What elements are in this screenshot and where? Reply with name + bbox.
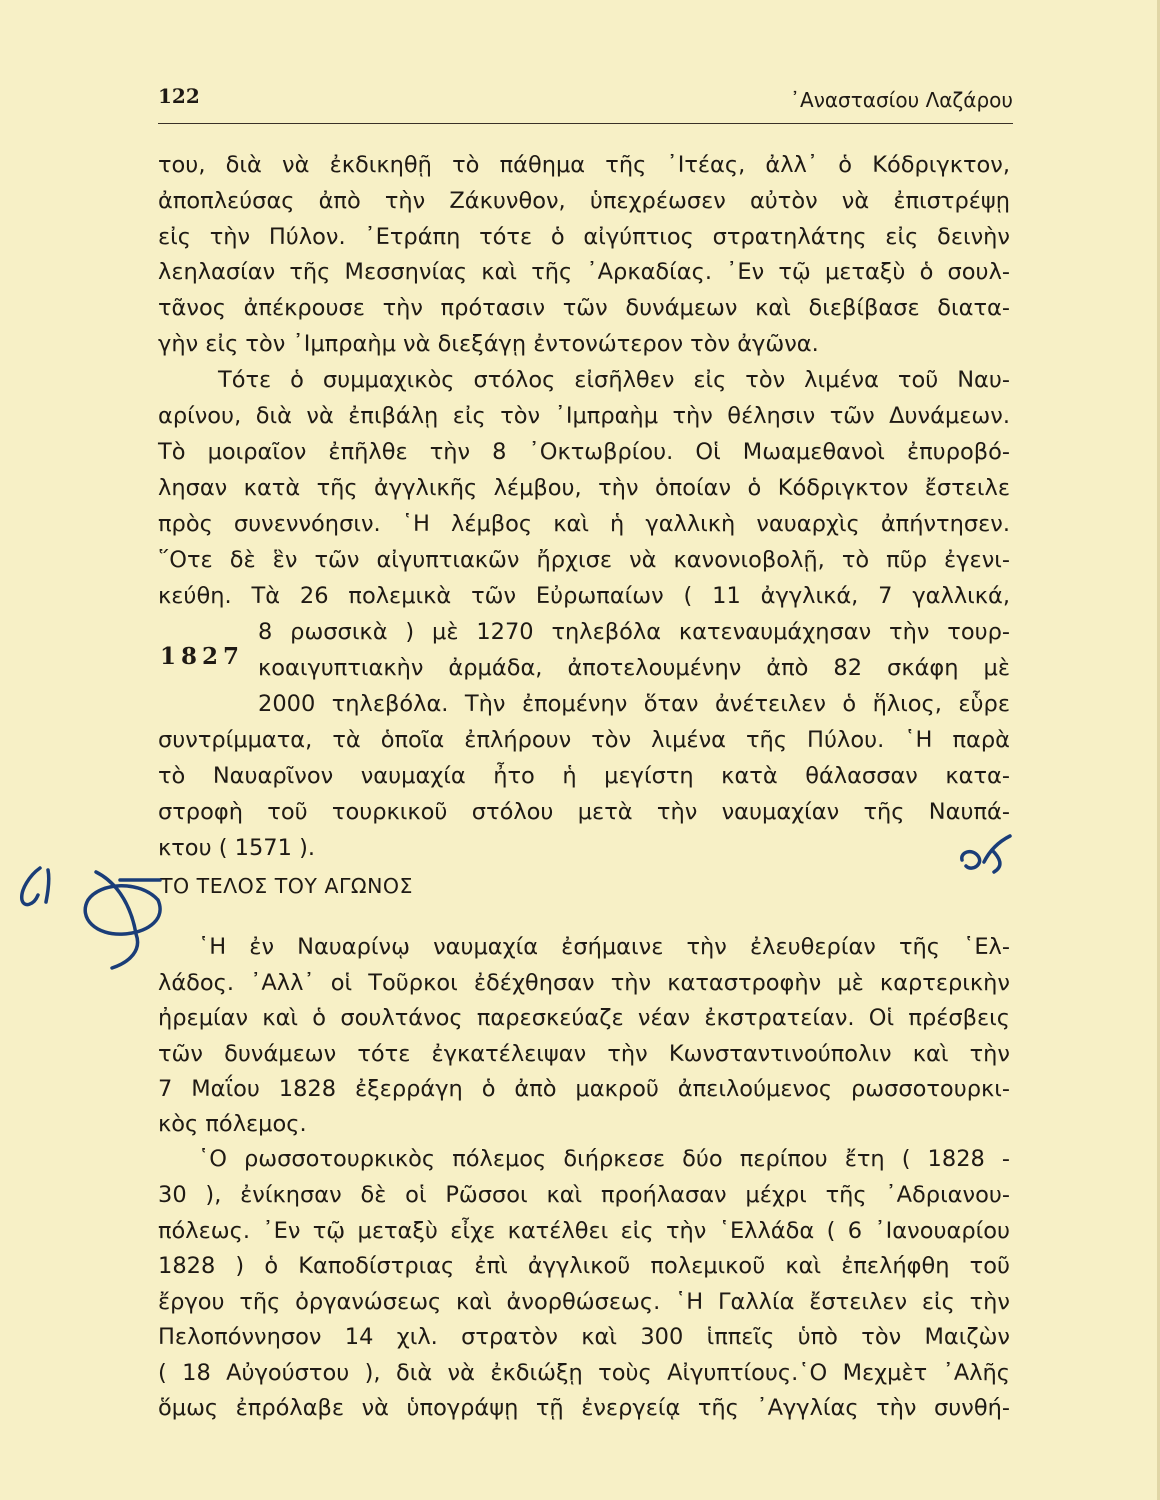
text-line: τῶν δυνάμεων τότε ἐγκατέλειψαν τὴν Κωνσταντινούπολιν καὶ τὴν <box>158 1041 1010 1067</box>
text-line: κοαιγυπτιακὴν ἀρμάδα, ἀποτελουμένην ἀπὸ 82 σκάφη μὲ <box>258 655 1010 681</box>
header-rule <box>158 123 1013 124</box>
arrow-stroke-icon <box>96 872 138 968</box>
text-line: 30 ), ἐνίκησαν δὲ οἱ Ρῶσσοι καὶ προήλασαν μέχρι τῆς ᾿Αδριανου- <box>158 1182 1010 1208</box>
text-line: 1828 ) ὁ Καποδίστριας ἐπὶ ἀγγλικοῦ πολεμικοῦ καὶ ἐπελήφθη τοῦ <box>158 1253 1010 1279</box>
text-line: Πελοπόννησον 14 χιλ. στρατὸν καὶ 300 ἱππεῖς ὑπὸ τὸν Μαιζὼν <box>158 1324 1010 1350</box>
text-line: λησαν κατὰ τῆς ἀγγλικῆς λέμβου, τὴν ὁποίαν ὁ Κόδριγκτον ἔστειλε <box>158 475 1010 501</box>
text-line: πόλεως. ᾿Εν τῷ μεταξὺ εἶχε κατέλθει εἰς τὴν ῾Ελλάδα ( 6 ᾿Ιανουαρίου <box>158 1218 1010 1244</box>
text-line: του, διὰ νὰ ἐκδικηθῇ τὸ πάθημα τῆς ᾿Ιτέας, ἀλλ᾿ ὁ Κόδριγκτον, <box>158 152 1010 178</box>
text-line: 8 ρωσσικὰ ) μὲ 1270 τηλεβόλα κατεναυμάχησαν τὴν τουρ- <box>258 619 1010 645</box>
text-line: Τότε ὁ συμμαχικὸς στόλος εἰσῆλθεν εἰς τὸν λιμένα τοῦ Ναυ- <box>218 367 1010 393</box>
margin-year-note: 1827 <box>160 643 245 670</box>
text-line: κεύθη. Τὰ 26 πολεμικὰ τῶν Εὐρωπαίων ( 11 ἀγγλικά, 7 γαλλικά, <box>158 583 1010 609</box>
margin-squiggle-icon <box>22 868 40 905</box>
text-line: εἰς τὴν Πύλον. ᾿Ετράπη τότε ὁ αἰγύπτιος στρατηλάτης εἰς δεινὴν <box>158 224 1010 250</box>
text-line: ῾Η ἐν Ναυαρίνῳ ναυμαχία ἐσήμαινε τὴν ἐλευθερίαν τῆς ῾Ελ- <box>198 934 1010 960</box>
margin-stroke-icon <box>46 870 49 902</box>
running-head: ᾿Αναστασίου Λαζάρου <box>790 88 1013 112</box>
text-line: ἀποπλεύσας ἀπὸ τὴν Ζάκυνθον, ὑπεχρέωσεν αὐτὸν νὰ ἐπιστρέψῃ <box>158 188 1010 214</box>
page-number: 122 <box>158 84 200 108</box>
text-line: ἔργου τῆς ὀργανώσεως καὶ ἀνορθώσεως. ῾Η Γαλλία ἔστειλεν εἰς τὴν <box>158 1289 1010 1315</box>
text-line: στροφὴ τοῦ τουρκικοῦ στόλου μετὰ τὴν ναυμαχίαν τῆς Ναυπά- <box>158 799 1010 825</box>
text-line: λάδος. ᾿Αλλ᾿ οἱ Τοῦρκοι ἐδέχθησαν τὴν καταστροφὴν μὲ καρτερικὴν <box>158 970 1010 996</box>
page-header <box>158 84 1013 114</box>
text-line: ( 18 Αὐγούστου ), διὰ νὰ ἐκδιώξῃ τοὺς Αἰγυπτίους.῾Ο Μεχμὲτ ᾿Αλῆς <box>158 1360 1010 1386</box>
text-line: γὴν εἰς τὸν ᾿Ιμπραὴμ νὰ διεξάγῃ ἐντονώτερον τὸν ἀγῶνα. <box>158 331 819 357</box>
text-line: ῞Οτε δὲ ἓν τῶν αἰγυπτιακῶν ἤρχισε νὰ κανονιοβολῇ, τὸ πῦρ ἐγενι- <box>158 547 1010 573</box>
text-line: συντρίμματα, τὰ ὁποῖα ἐπλήρουν τὸν λιμένα τῆς Πύλου. ῾Η παρὰ <box>158 727 1010 753</box>
text-line: τᾶνος ἀπέκρουσε τὴν πρότασιν τῶν δυνάμεων καὶ διεβίβασε διατα- <box>158 295 1010 321</box>
text-line: πρὸς συνεννόησιν. ῾Η λέμβος καὶ ἡ γαλλικὴ ναυαρχὶς ἀπήντησεν. <box>158 511 1010 537</box>
section-heading: ΤΟ ΤΕΛΟΣ ΤΟΥ ΑΓΩΝΟΣ <box>160 874 414 898</box>
text-line: κτου ( 1571 ). <box>158 835 316 861</box>
text-line: 2000 τηλεβόλα. Τὴν ἐπομένην ὅταν ἀνέτειλεν ὁ ἥλιος, εὗρε <box>258 691 1010 717</box>
text-line: λεηλασίαν τῆς Μεσσηνίας καὶ τῆς ᾿Αρκαδίας. ᾿Εν τῷ μεταξὺ ὁ σουλ- <box>158 259 1010 285</box>
text-line: κὸς πόλεμος. <box>158 1111 307 1137</box>
text-line: τὸ Ναυαρῖνον ναυμαχία ἦτο ἡ μεγίστη κατὰ θάλασσαν κατα- <box>158 763 1010 789</box>
circle-mark-icon <box>85 886 160 934</box>
text-line: 7 Μαΐου 1828 ἐξερράγη ὁ ἀπὸ μακροῦ ἀπειλούμενος ρωσσοτουρκι- <box>158 1076 1010 1102</box>
text-line: Τὸ μοιραῖον ἐπῆλθε τὴν 8 ᾿Οκτωβρίου. Οἱ Μωαμεθανοὶ ἐπυροβό- <box>158 439 1010 465</box>
text-line: ῾Ο ρωσσοτουρκικὸς πόλεμος διήρκεσε δύο περίπου ἔτη ( 1828 - <box>198 1146 1010 1172</box>
text-line: ἠρεμίαν καὶ ὁ σουλτάνος παρεσκεύαζε νέαν ἐκστρατείαν. Οἱ πρέσβεις <box>158 1005 1010 1031</box>
text-line: αρίνου, διὰ νὰ ἐπιβάλῃ εἰς τὸν ᾿Ιμπραὴμ τὴν θέλησιν τῶν Δυνάμεων. <box>158 403 1010 429</box>
text-line: ὅμως ἐπρόλαβε νὰ ὑπογράψῃ τῇ ἐνεργείᾳ τῆς ᾿Αγγλίας τὴν συνθή- <box>158 1395 1010 1421</box>
